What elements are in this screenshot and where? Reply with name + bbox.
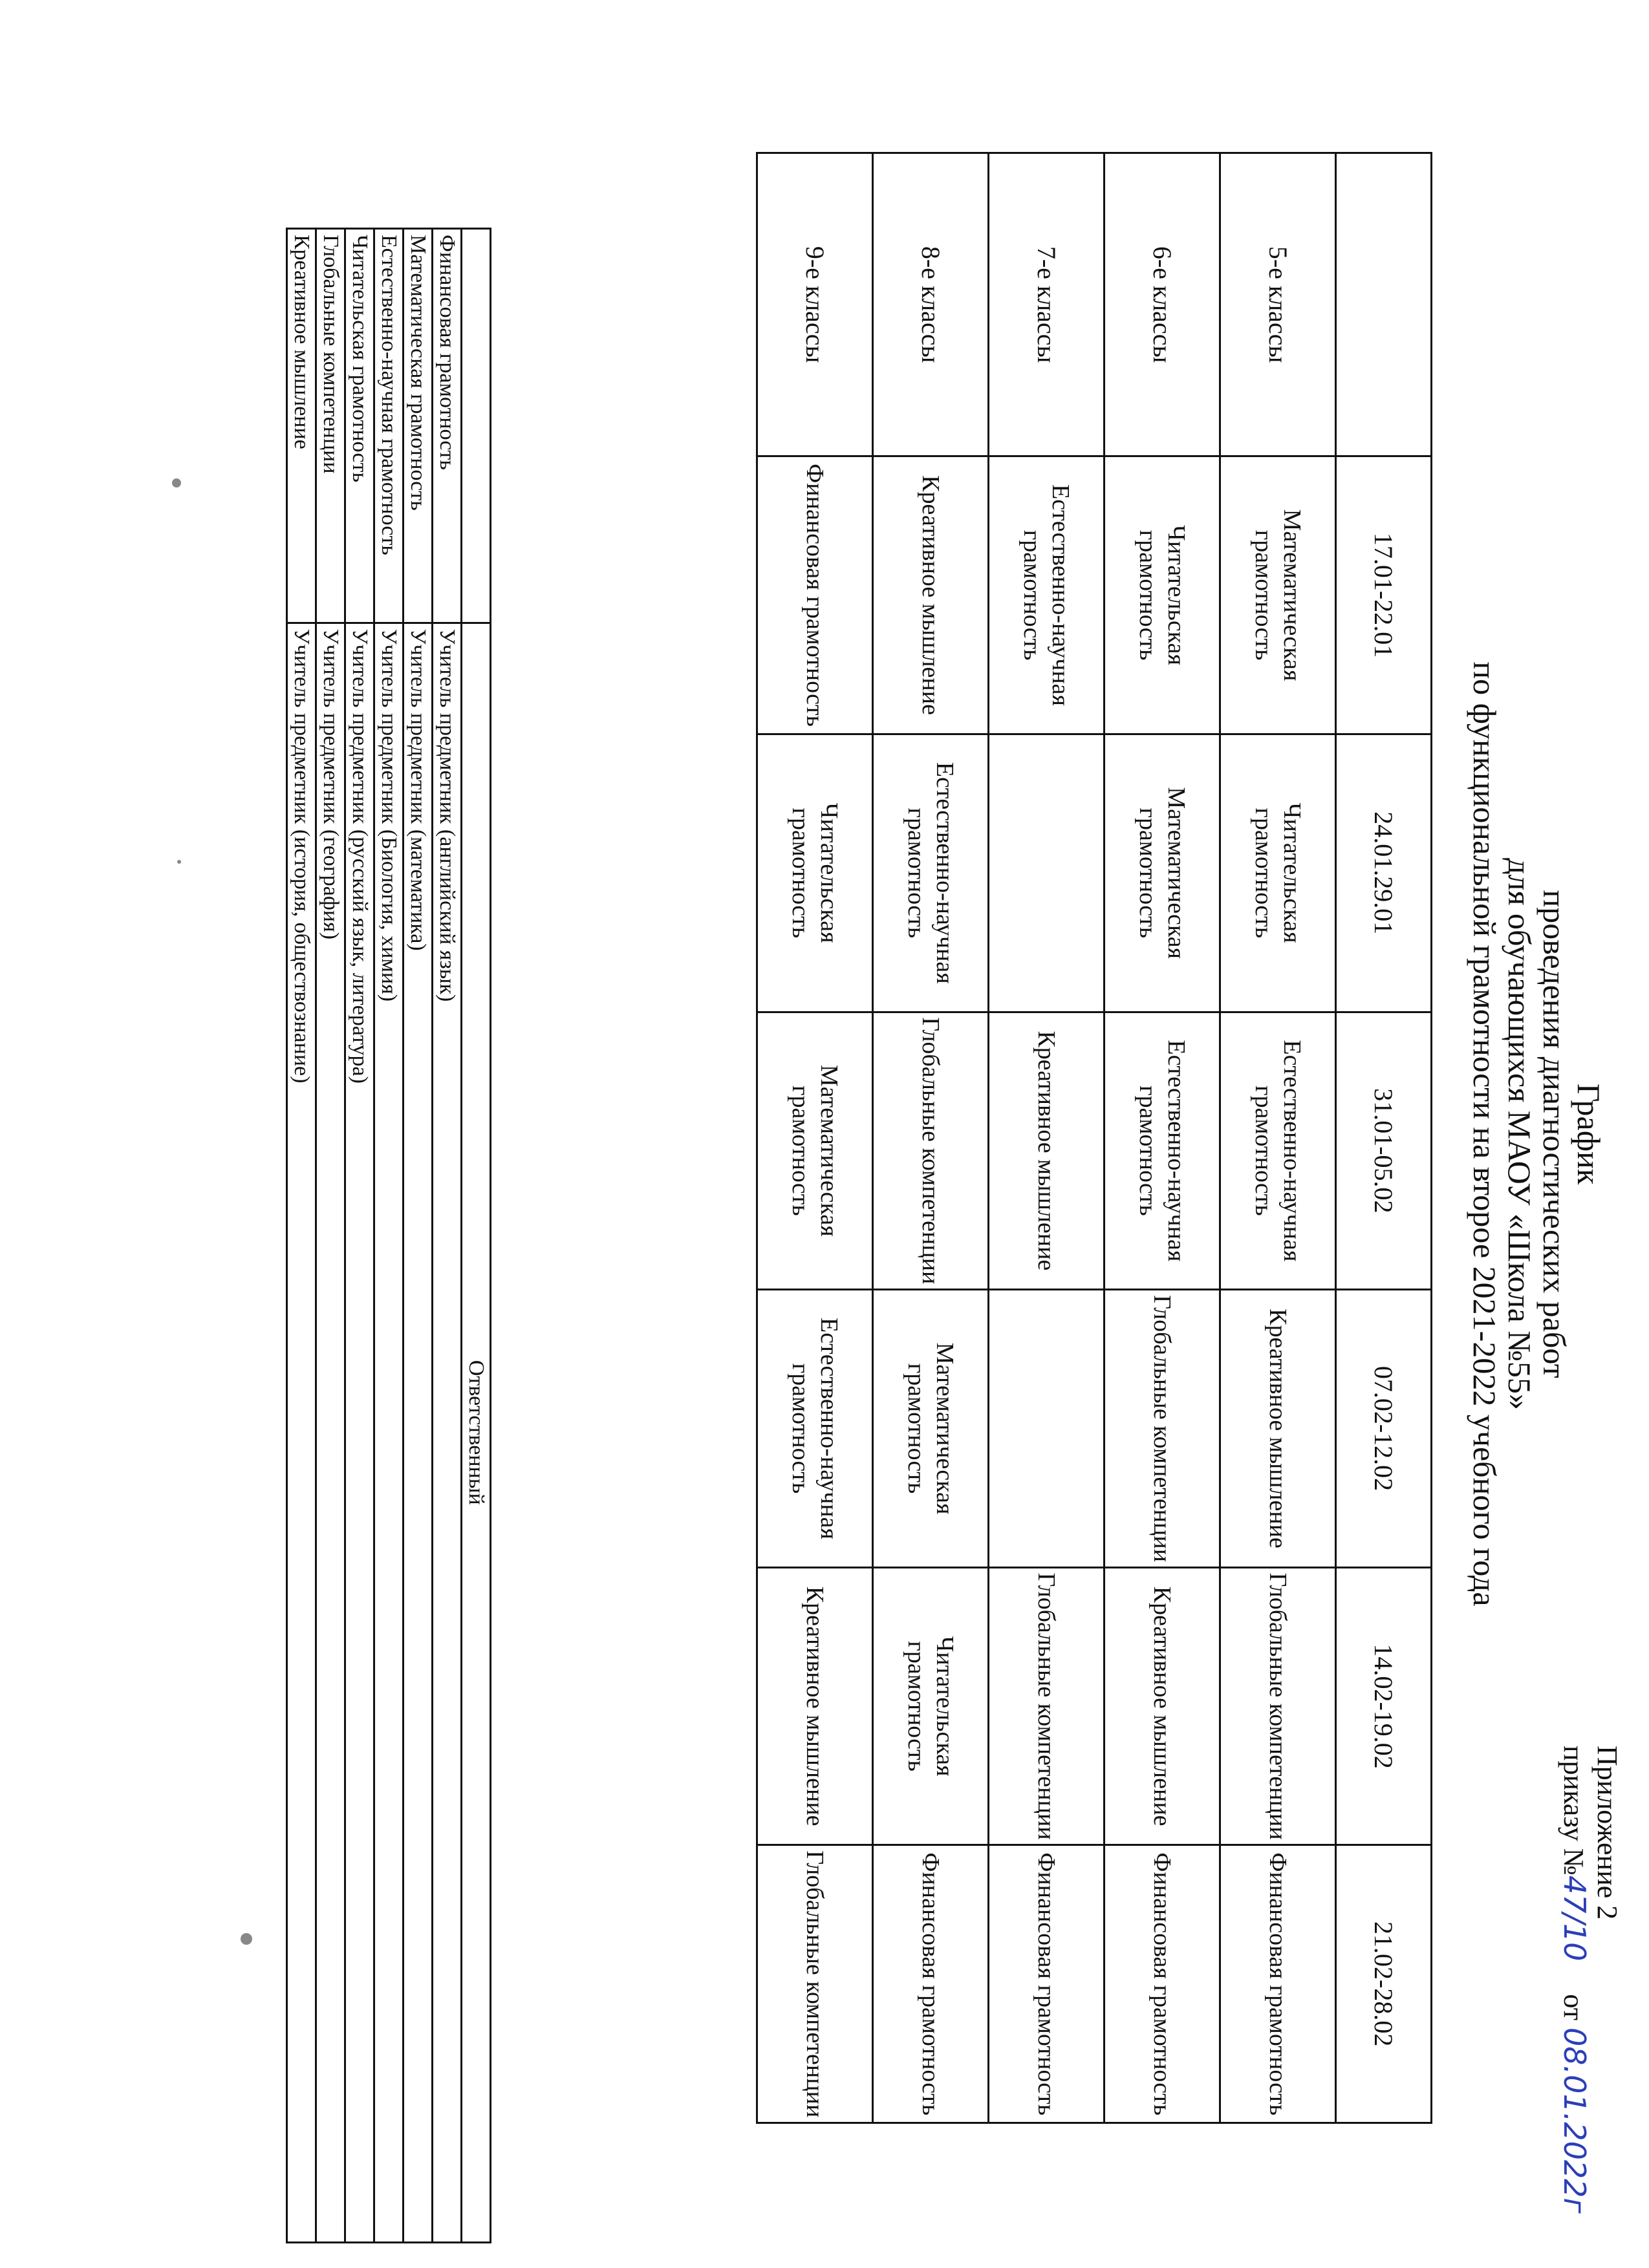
table-cell: Читательская грамотность xyxy=(1220,734,1336,1012)
table-row xyxy=(757,153,873,2123)
order-date-prefix: от xyxy=(1558,1994,1590,2021)
period-cell: 14.02-19.02 xyxy=(1336,1567,1432,1845)
scan-speck xyxy=(241,1933,252,1945)
order-number-handwritten: 47/10 xyxy=(1557,1875,1592,1962)
teacher-cell: Учитель предметник (история, обществознание) xyxy=(287,623,316,2242)
period-cell: 24.01.29.01 xyxy=(1336,734,1432,1012)
table-row xyxy=(404,229,433,2243)
period-cell: 21.02-28.02 xyxy=(1336,1845,1432,2123)
grade-label: 9-е классы xyxy=(757,153,873,456)
teacher-cell: Учитель предметник (русский язык, литература) xyxy=(345,623,374,2242)
area-cell: Читательская грамотность xyxy=(345,229,374,623)
responsible-header-row xyxy=(462,229,491,2243)
area-cell: Креативное мышление xyxy=(287,229,316,623)
table-cell xyxy=(989,734,1105,1012)
teacher-cell: Учитель предметник (английский язык) xyxy=(433,623,462,2242)
grade-label: 6-е классы xyxy=(1105,153,1220,456)
table-cell: Естественно-научная грамотность xyxy=(757,1290,873,1568)
teacher-cell: Учитель предметник (география) xyxy=(316,623,345,2242)
table-cell: Финансовая грамотность xyxy=(1105,1845,1220,2123)
scan-speck xyxy=(177,860,181,864)
schedule-corner-cell xyxy=(1336,153,1432,456)
order-date-handwritten: 08.01.2022г xyxy=(1557,2027,1592,2214)
table-cell: Естественно-научная грамотность xyxy=(1220,1012,1336,1290)
title-line3: для обучающихся МАОУ «Школа №55» xyxy=(1502,858,1538,1410)
period-cell: 17.01-22.01 xyxy=(1336,456,1432,734)
table-cell: Глобальные компетенции xyxy=(1220,1567,1336,1845)
table-cell: Глобальные компетенции xyxy=(1105,1290,1220,1568)
schedule-header-row xyxy=(1336,153,1432,2123)
table-cell: Естественно-научная грамотность xyxy=(873,734,989,1012)
period-cell: 31.01-05.02 xyxy=(1336,1012,1432,1290)
table-cell: Креативное мышление xyxy=(1105,1567,1220,1845)
table-cell: Математическая грамотность xyxy=(1220,456,1336,734)
teacher-cell: Учитель предметник (математика) xyxy=(404,623,433,2242)
order-number-prefix: приказу № xyxy=(1558,1746,1590,1876)
table-row xyxy=(433,229,462,2243)
table-cell: Финансовая грамотность xyxy=(873,1845,989,2123)
area-cell: Финансовая грамотность xyxy=(433,229,462,623)
grade-label: 8-е классы xyxy=(873,153,989,456)
teacher-cell: Учитель предметник (Биология, химия) xyxy=(374,623,404,2242)
table-cell: Креативное мышление xyxy=(1220,1290,1336,1568)
title-line2: проведения диагностических работ xyxy=(1536,890,1573,1378)
table-cell: Математическая грамотность xyxy=(757,1012,873,1290)
title-line4: по функциональной грамотности на второе 2021-2022 учебного года xyxy=(1467,661,1503,1607)
scan-speck xyxy=(172,478,181,487)
grade-label: 5-е классы xyxy=(1220,153,1336,456)
table-cell: Читательская грамотность xyxy=(757,734,873,1012)
area-cell: Естественно-научная грамотность xyxy=(374,229,404,623)
table-cell: Математическая грамотность xyxy=(873,1290,989,1568)
table-row xyxy=(345,229,374,2243)
table-cell: Естественно-научная грамотность xyxy=(989,456,1105,734)
table-row xyxy=(873,153,989,2123)
table-cell: Читательская грамотность xyxy=(873,1567,989,1845)
area-cell: Математическая грамотность xyxy=(404,229,433,623)
table-cell: Финансовая грамотность xyxy=(757,456,873,734)
table-row xyxy=(1105,153,1220,2123)
table-cell: Креативное мышление xyxy=(873,456,989,734)
area-cell: Глобальные компетенции xyxy=(316,229,345,623)
table-cell: Глобальные компетенции xyxy=(989,1567,1105,1845)
responsible-header-right: Ответственный xyxy=(462,623,491,2242)
table-cell: Креативное мышление xyxy=(757,1567,873,1845)
table-cell: Глобальные компетенции xyxy=(873,1012,989,1290)
table-cell xyxy=(989,1290,1105,1568)
table-cell: Финансовая грамотность xyxy=(1220,1845,1336,2123)
table-cell: Креативное мышление xyxy=(989,1012,1105,1290)
table-row xyxy=(374,229,404,2243)
table-row xyxy=(316,229,345,2243)
grade-label: 7-е классы xyxy=(989,153,1105,456)
table-cell: Глобальные компетенции xyxy=(757,1845,873,2123)
table-row xyxy=(287,229,316,2243)
responsible-header-left xyxy=(462,229,491,623)
table-cell: Математическая грамотность xyxy=(1105,734,1220,1012)
period-cell: 07.02-12.02 xyxy=(1336,1290,1432,1568)
annex-line1: Приложение 2 xyxy=(1591,1746,1623,1920)
title-line1: График xyxy=(1571,1083,1607,1185)
schedule-table xyxy=(756,152,1432,2124)
table-row xyxy=(1220,153,1336,2123)
table-row xyxy=(989,153,1105,2123)
responsible-table xyxy=(286,228,491,2243)
table-cell: Естественно-научная грамотность xyxy=(1105,1012,1220,1290)
table-cell: Читательская грамотность xyxy=(1105,456,1220,734)
table-cell: Финансовая грамотность xyxy=(989,1845,1105,2123)
